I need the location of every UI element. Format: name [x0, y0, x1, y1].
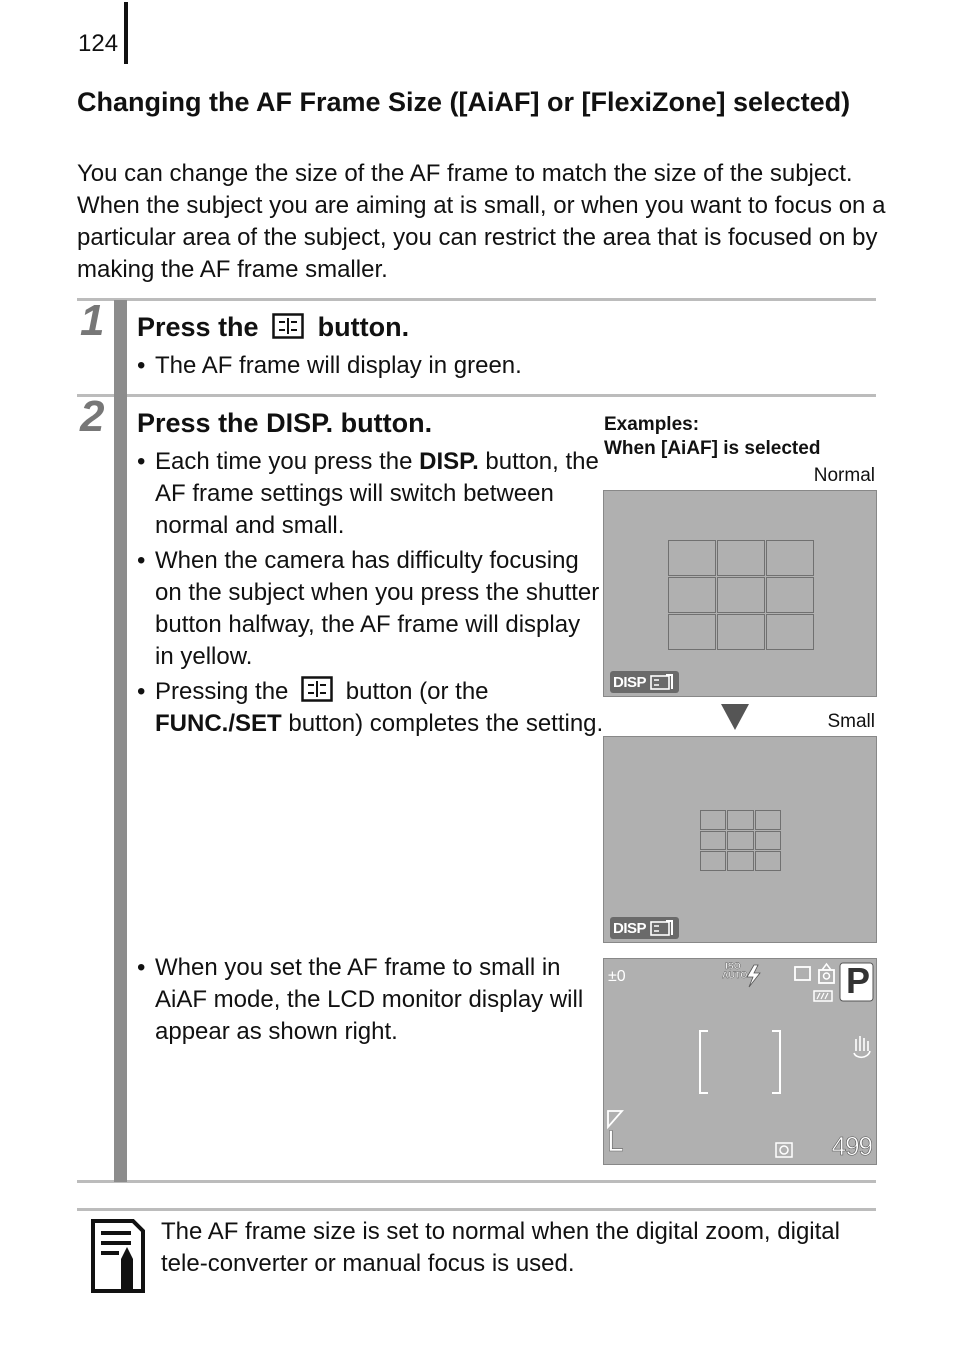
- examples-sublabel: When [AiAF] is selected: [604, 438, 821, 459]
- step2-bullet-1: • Each time you press the DISP. button, the AF frame settings will switch between normal and small.: [137, 448, 599, 539]
- metering-icon: [776, 1143, 792, 1157]
- bullet1-pre: Each time you press the: [155, 448, 413, 475]
- af-frame-grid-small: [700, 810, 781, 871]
- note-text: The AF frame size is set to normal when the digital zoom, digital tele-converter or manual focus is used.: [161, 1218, 840, 1277]
- lcd-small-screen: [603, 736, 877, 943]
- small-label: Small: [827, 711, 875, 732]
- step2-heading: [137, 408, 432, 439]
- battery-icon: [814, 991, 832, 1001]
- step2-heading-post: button.: [340, 408, 433, 438]
- step-bar: [114, 300, 127, 1182]
- bullet1-bold: DISP.: [419, 448, 479, 475]
- section-intro: You can change the size of the AF frame to match the size of the subject. When the subject you are aiming at is small, or when you want to focus on a particular area of the subject, you can restrict the area that is focused on by making the AF frame smaller.: [77, 160, 886, 283]
- bullet2-text: When the camera has difficulty focusing on the subject when you press the shutter button halfway, the AF frame will display in yellow.: [155, 547, 600, 670]
- svg-text:±0: ±0: [608, 968, 626, 985]
- divider-bottom: [77, 1180, 876, 1183]
- disp-icon-text: DISP: [613, 673, 647, 691]
- normal-label: Normal: [813, 465, 875, 486]
- step-number-1: 1: [80, 296, 105, 345]
- step2-bullet-3: • Pressing the button (or the FUNC./SET button) completes the setting.: [137, 678, 604, 737]
- step2-heading-disp: DISP.: [266, 408, 334, 438]
- func-set-button-icon: [272, 313, 304, 339]
- disp-icon: [610, 671, 679, 693]
- shots-remaining: 499: [831, 1131, 872, 1161]
- memo-note-icon: [91, 1219, 145, 1293]
- bullet3-bold: FUNC./SET: [155, 710, 282, 737]
- image-size-text: L: [607, 1125, 624, 1158]
- bullet3-mid: button (or the: [345, 678, 489, 705]
- lcd-normal-screen: [603, 490, 877, 697]
- camera-shake-icon: [854, 1036, 870, 1057]
- af-frame-grid-normal: [668, 540, 814, 650]
- step2-bullet-4: • When you set the AF frame to small in AiAF mode, the LCD monitor display will appear as shown right.: [137, 954, 584, 1045]
- step1-heading: [137, 312, 409, 343]
- bullet1-post: button, the AF frame settings will switch between normal and small.: [155, 448, 599, 539]
- af-frame-icon: [650, 673, 676, 691]
- page-number-rule: [124, 2, 128, 64]
- step2-bullet-2: • When the camera has difficulty focusing on the subject when you press the shutter button halfway, the AF frame will display in yellow.: [137, 547, 600, 670]
- step1-bullet: • The AF frame will display in green.: [137, 352, 522, 379]
- step1-heading-pre: Press the: [137, 312, 259, 342]
- disp-icon: [610, 917, 679, 939]
- camera-icon: [819, 964, 834, 983]
- bullet3-pre: Pressing the: [155, 678, 289, 705]
- af-frame-brackets: [700, 1031, 780, 1093]
- down-arrow-icon: [721, 704, 749, 730]
- lcd-monitor-display: [603, 958, 877, 1165]
- step2-heading-pre: Press the: [137, 408, 259, 438]
- bullet4-text: When you set the AF frame to small in AiAF mode, the LCD monitor display will appear as shown right.: [155, 954, 584, 1045]
- disp-icon-text: DISP: [613, 919, 647, 937]
- divider-note: [77, 1208, 876, 1211]
- flash-auto-icon: [747, 965, 760, 987]
- step-number-2: 2: [80, 392, 105, 441]
- page-number: 124: [78, 30, 119, 57]
- divider-top: [77, 298, 876, 301]
- iso-auto-text: ISO AUTO: [722, 961, 748, 980]
- func-set-button-icon: [301, 676, 333, 702]
- exposure-comp-icon: [608, 968, 626, 985]
- shooting-mode-text: P: [846, 960, 871, 1001]
- bullet3-post: button) completes the setting.: [288, 710, 604, 737]
- drive-mode-icon: [795, 967, 810, 980]
- af-frame-icon: [650, 919, 676, 937]
- divider-step2: [77, 394, 876, 397]
- examples-label: Examples:: [604, 414, 700, 435]
- section-title: Changing the AF Frame Size ([AiAF] or [FlexiZone] selected): [77, 87, 851, 117]
- step1-heading-post: button.: [317, 312, 410, 342]
- step1-bullet-text: The AF frame will display in green.: [155, 352, 522, 379]
